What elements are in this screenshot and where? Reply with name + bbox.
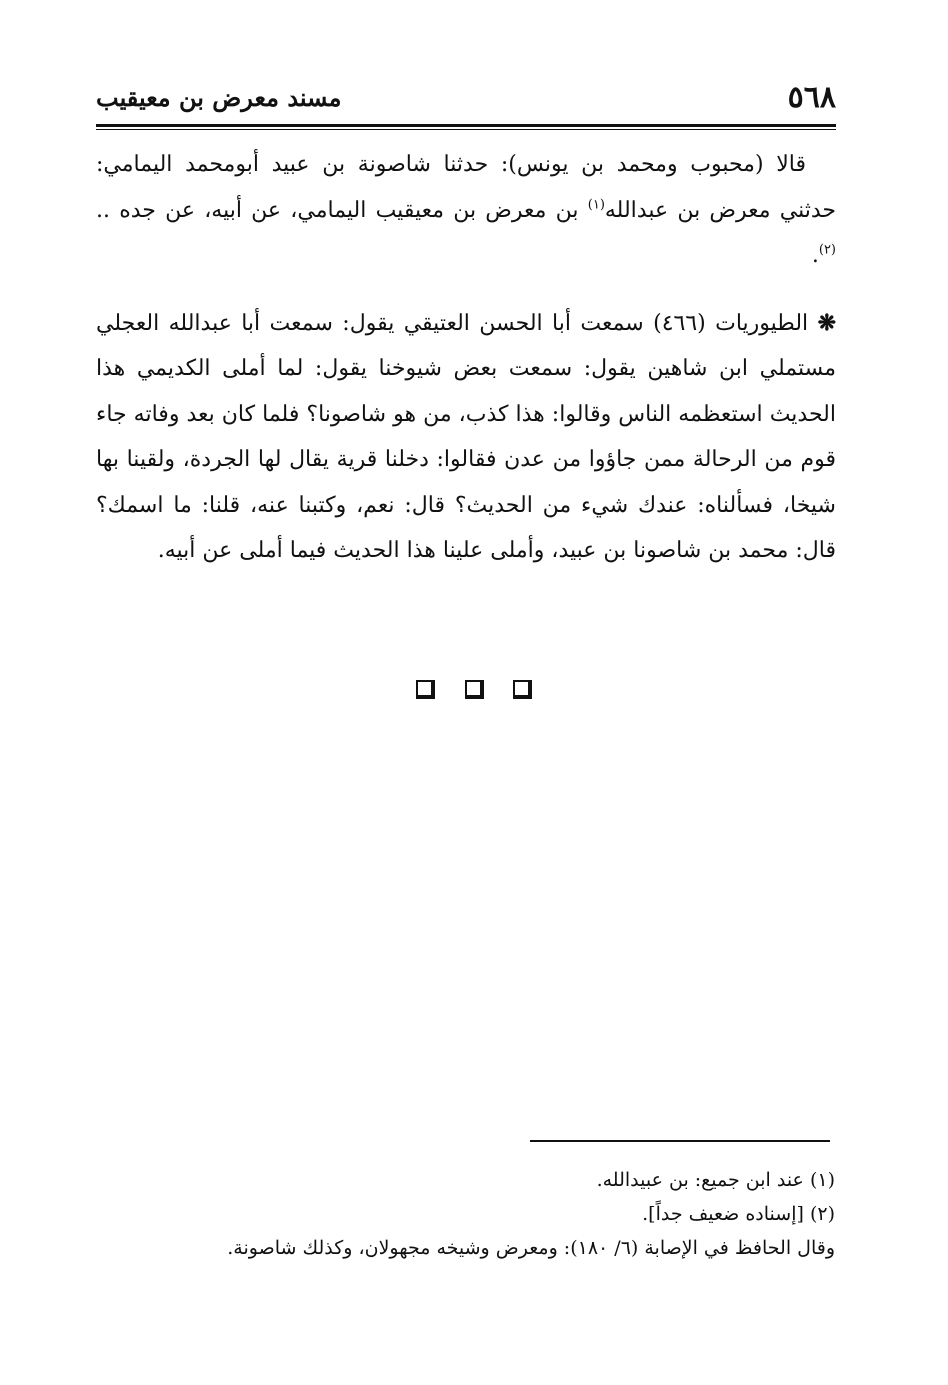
paragraph-isnad bbox=[96, 142, 836, 279]
square-box-icon bbox=[465, 680, 484, 699]
para1-text-b: بن معرض بن معيقيب اليمامي، عن أبيه، عن جده .. bbox=[96, 197, 588, 223]
header-rule bbox=[96, 124, 836, 130]
footnote-2-continuation: وقال الحافظ في الإصابة (٦/ ١٨٠): ومعرض وشيخه مجهولان، وكذلك شاصونة. bbox=[227, 1237, 835, 1259]
para2-text: الطيوريات (٤٦٦) سمعت أبا الحسن العتيقي يقول: سمعت أبا عبدالله العجلي مستملي ابن شاهين يقول: سمعت بعض شيوخنا يقول: لما أملى الكديمي هذا الحديث استعظمه الناس وقالوا: هذا كذب، من هو شاصونا؟ فلما كان بعد وفاته جاء قوم من الرحالة ممن جاؤوا من عدن فقالوا: دخلنا قرية يقال لها الجردة، ولقينا بها شيخا، فسألناه: عندك شيء من الحديث؟ قال: نعم، وكتبنا عنه، قلنا: ما اسمك؟ قال: محمد بن شاصونا بن عبيد، وأملى علينا هذا الحديث فيما أملى عن أبيه. bbox=[96, 310, 836, 563]
footnote-2: (٢) [إسناده ضعيف جداً]. bbox=[642, 1203, 835, 1225]
footnote-1: (١) عند ابن جميع: بن عبيدالله. bbox=[596, 1169, 835, 1191]
footnotes bbox=[130, 1163, 835, 1265]
asterisk-icon: ❋ bbox=[817, 309, 836, 336]
section-separator bbox=[0, 680, 948, 703]
footnote-ref-2: (٢) bbox=[818, 242, 836, 258]
para1-end: . bbox=[811, 243, 819, 268]
page-number: ٥٦٨ bbox=[787, 80, 836, 115]
square-box-icon bbox=[416, 680, 435, 699]
page-header bbox=[96, 78, 836, 122]
running-title: مسند معرض بن معيقيب bbox=[96, 83, 342, 112]
footnote-rule bbox=[530, 1140, 830, 1142]
footnote-ref-1: (١) bbox=[587, 197, 605, 213]
main-text bbox=[96, 142, 836, 574]
para1-text-a: قالا (محبوب ومحمد بن يونس): حدثنا شاصونة بن عبيد أبومحمد اليمامي: حدثني معرض بن عبدالله bbox=[96, 152, 837, 223]
square-box-icon bbox=[513, 680, 532, 699]
paragraph-tuyuriyyat bbox=[96, 301, 836, 574]
